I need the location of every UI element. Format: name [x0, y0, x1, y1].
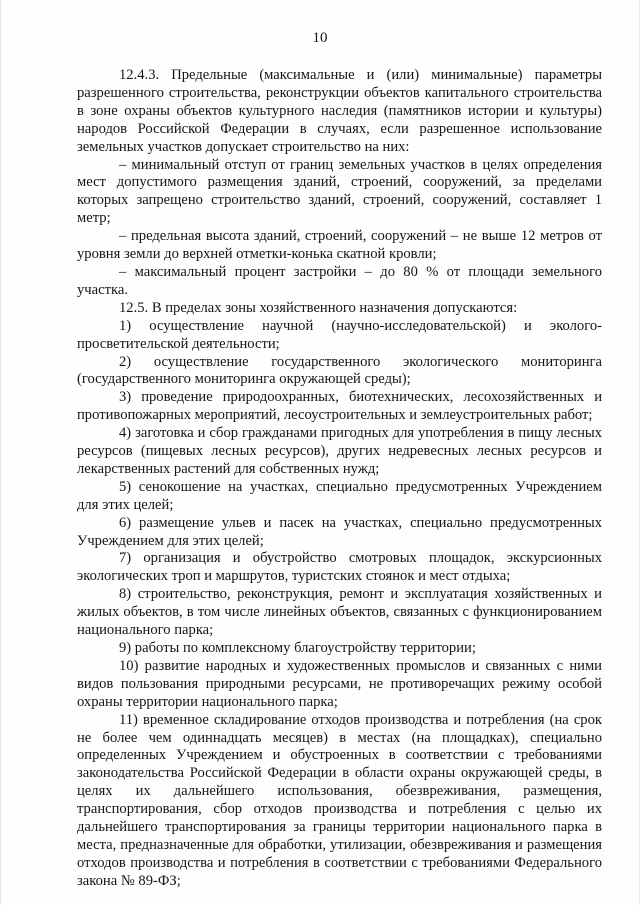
- list-item-5: 5) сенокошение на участках, специально предусмотренных Учреждением для этих целей;: [77, 478, 602, 513]
- paragraph-max-coverage: – максимальный процент застройки – до 80 % от площади земельного участка.: [77, 263, 602, 298]
- paragraph-12-5: 12.5. В пределах зоны хозяйственного назначения допускаются:: [119, 299, 518, 316]
- list-item-4: 4) заготовка и сбор гражданами пригодных для употребления в пищу лесных ресурсов (пищевых лесных ресурсов), других недревесных лесных ресурсов и лекарственных растений для собственных нужд;: [77, 425, 602, 477]
- paragraph-max-height: – предельная высота зданий, строений, сооружений – не выше 12 метров от уровня земли до верхней отметки-конька скатной кровли;: [77, 228, 602, 263]
- paragraph-12-4-3: 12.4.3. Предельные (максимальные и (или) минимальные) параметры разрешенного строительства, реконструкции объектов капитального строительства в зоне охраны объектов культурного наследия (памятников истории и культуры) народов Российской Федерации в случаях, если разрешенное использование земельных участков допускает строительство на них:: [77, 67, 602, 155]
- list-item-1: 1) осуществление научной (научно-исследовательской) и эколого-просветительской деятельности;: [77, 317, 602, 352]
- list-item-7: 7) организация и обустройство смотровых площадок, экскурсионных экологических троп и маршрутов, туристских стоянок и мест отдыха;: [77, 550, 602, 585]
- list-item-2: 2) осуществление государственного экологического мониторинга (государственного мониторинга окружающей среды);: [77, 353, 602, 388]
- list-item-8: 8) строительство, реконструкция, ремонт и эксплуатация хозяйственных и жилых объектов, в том числе линейных объектов, связанных с функционированием национального парка;: [77, 586, 602, 639]
- list-item-10: 10) развитие народных и художественных промыслов и связанных с ними видов пользования природными ресурсами, не противоречащих режиму особой охраны территории национального парка;: [77, 657, 602, 710]
- paragraph-min-setback: – минимальный отступ от границ земельных участков в целях определения мест допустимого размещения зданий, строений, сооружений, за пределами которых запрещено строительство зданий, строений, сооружений, составляет 1 метр;: [77, 156, 602, 227]
- list-item-9: 9) работы по комплексному благоустройству территории;: [119, 640, 476, 656]
- page-number: 10: [312, 30, 328, 46]
- list-item-11: 11) временное складирование отходов производства и потребления (на срок не более чем одиннадцать месяцев) в местах (на площадках), специально определенных Учреждением и обустроенных в соответствии с требованиями законодательства Российской Федерации в области охраны окружающей среды, в целях их дальнейшего использования, обезвреживания, размещения, транспортирования, сбор отходов производства и потребления с целью их дальнейшего транспортирования за границы территории национального парка в места, предназначенные для обработки, утилизации, обезвреживания и размещения отходов производства и потребления в соответствии с требованиями Федерального закона № 89-ФЗ;: [77, 711, 602, 889]
- list-item-6: 6) размещение ульев и пасек на участках, специально предусмотренных Учреждением для этих целей;: [77, 514, 602, 549]
- list-item-3: 3) проведение природоохранных, биотехнических, лесохозяйственных и противопожарных мероприятий, лесоустроительных и землеустроительных работ;: [77, 389, 602, 424]
- document-body: [77, 67, 602, 891]
